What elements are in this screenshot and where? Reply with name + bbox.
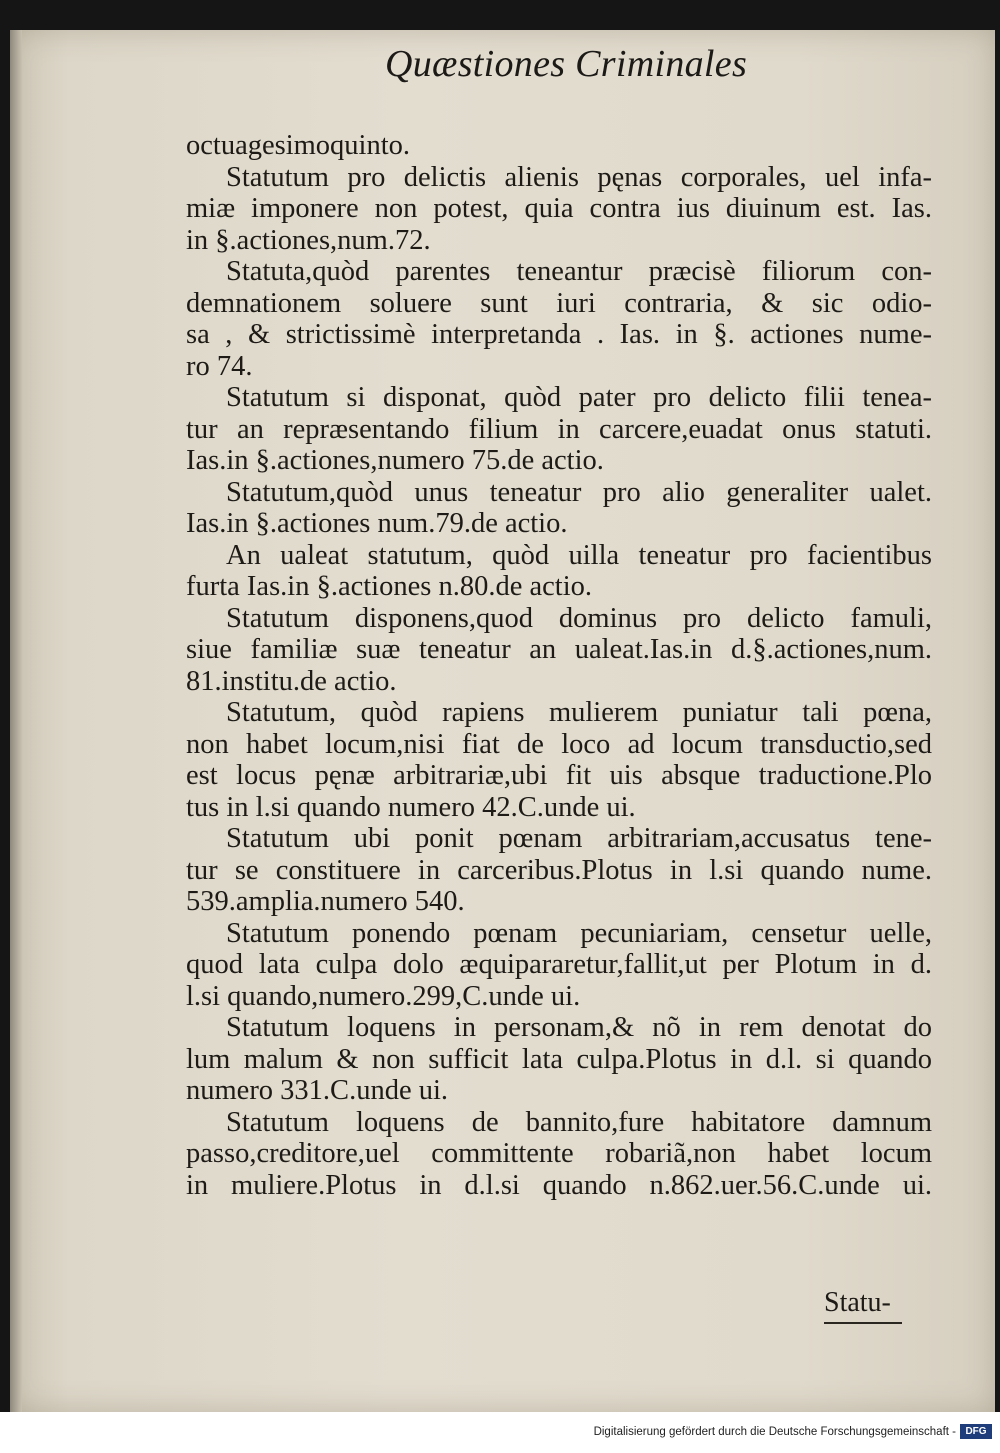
text-line: 539.amplia.numero 540. xyxy=(186,886,465,917)
text-line: Statutum,quòd unus teneatur pro alio generaliter ualet. xyxy=(226,476,932,508)
text-line: furta Ias.in §.actiones n.80.de actio. xyxy=(186,571,592,602)
text-line: in §.actiones,num.72. xyxy=(186,224,431,256)
text-line: octuagesimoquinto. xyxy=(186,130,411,161)
text-line: l.si quando,numero.299,C.unde ui. xyxy=(186,980,581,1012)
text-line: demnationem soluere sunt iuri contraria, & sic odio- xyxy=(186,287,932,319)
body-text xyxy=(186,130,932,1201)
text-line: 81.institu.de actio. xyxy=(186,665,397,697)
footer-credit: Digitalisierung gefördert durch die Deutsche Forschungsgemeinschaft - xyxy=(593,1426,956,1438)
digitization-footer xyxy=(0,1412,1000,1453)
text-line: ro 74. xyxy=(186,350,253,382)
catchword: Statu- xyxy=(824,1287,891,1318)
text-line: Statutum, quòd rapiens mulierem puniatur tali pœna, xyxy=(226,697,932,728)
text-line: Statutum loquens in personam,& nõ in rem denotat do xyxy=(226,1012,932,1043)
text-line: lum malum & non sufficit lata culpa.Plotus in d.l. si quando xyxy=(186,1043,932,1075)
text-line: tur an repræsentando filium in carcere,euadat onus statuti. xyxy=(186,413,932,445)
page-spine-shadow xyxy=(10,30,22,1412)
text-line: sa , & strictissimè interpretanda . Ias. in §. actiones nume- xyxy=(186,319,932,350)
text-line: passo,creditore,uel committente robariã,non habet locum xyxy=(186,1138,932,1169)
text-line: Statuta,quòd parentes teneantur præcisè filiorum con- xyxy=(226,256,932,287)
text-line: An ualeat statutum, quòd uilla teneatur pro facientibus xyxy=(226,539,932,571)
text-line: quod lata culpa dolo æquipararetur,fallit,ut per Plotum in d. xyxy=(186,949,932,980)
text-line: Statutum ubi ponit pœnam arbitrariam,accusatus tene- xyxy=(226,823,932,854)
text-line: siue familiæ suæ teneatur an ualeat.Ias.in d.§.actiones,num. xyxy=(186,634,932,665)
text-line: Ias.in §.actiones num.79.de actio. xyxy=(186,508,568,539)
text-line: Statutum pro delictis alienis pęnas corporales, uel infa- xyxy=(226,161,932,193)
text-line: est locus pęnæ arbitrariæ,ubi fit uis absque traductione.Plo xyxy=(186,760,932,791)
text-line: Statutum ponendo pœnam pecuniariam, censetur uelle, xyxy=(226,917,932,949)
text-line: Statutum disponens,quod dominus pro delicto famuli, xyxy=(226,602,932,634)
text-line: miæ imponere non potest, quia contra ius diuinum est. Ias. xyxy=(186,193,932,224)
text-line: Ias.in §.actiones,numero 75.de actio. xyxy=(186,445,604,476)
text-line: tus in l.si quando numero 42.C.unde ui. xyxy=(186,791,636,823)
text-line: Statutum si disponat, quòd pater pro delicto filii tenea- xyxy=(226,382,932,413)
text-line: Statutum loquens de bannito,fure habitatore damnum xyxy=(226,1106,932,1138)
text-line: numero 331.C.unde ui. xyxy=(186,1075,449,1106)
text-line: non habet locum,nisi fiat de loco ad locum transductio,sed xyxy=(186,728,932,760)
dfg-logo-icon: DFG xyxy=(960,1424,992,1439)
catchword-underline xyxy=(824,1322,902,1324)
text-line: in muliere.Plotus in d.l.si quando n.862.uer.56.C.unde ui. xyxy=(186,1169,932,1201)
text-line: tur se constituere in carceribus.Plotus in l.si quando nume. xyxy=(186,854,932,886)
running-title: Quæstiones Criminales xyxy=(385,43,748,85)
